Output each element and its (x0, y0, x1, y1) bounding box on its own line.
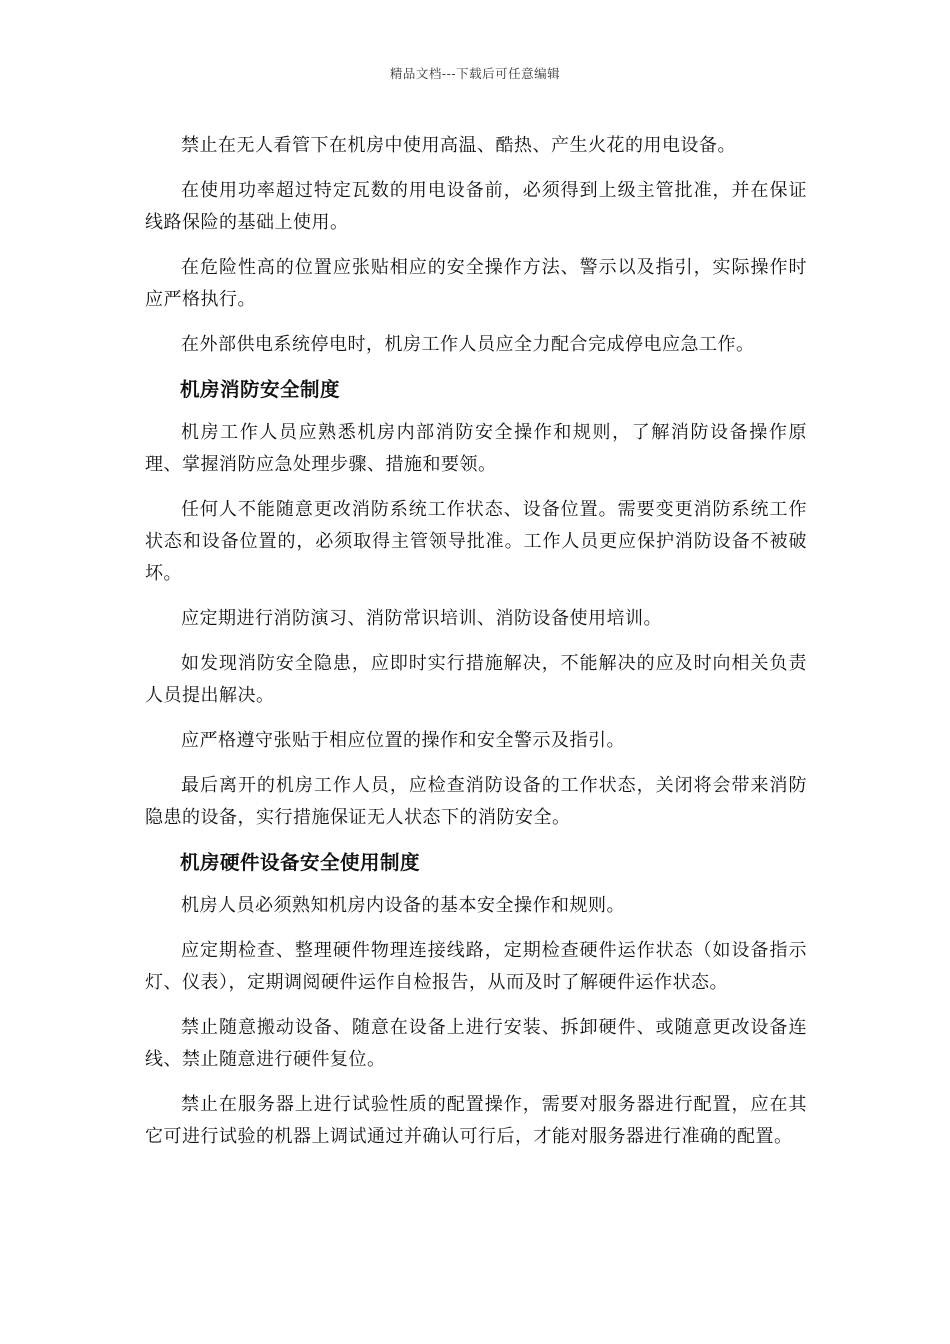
paragraph: 应严格遵守张贴于相应位置的操作和安全警示及指引。 (181, 730, 625, 751)
paragraph: 应定期进行消防演习、消防常识培训、消防设备使用培训。 (181, 608, 662, 629)
paragraph: 禁止在无人看管下在机房中使用高温、酷热、产生火花的用电设备。 (181, 135, 736, 156)
section-heading: 机房硬件设备安全使用制度 (180, 851, 421, 874)
page-header: 精品文档---下载后可任意编辑 (389, 66, 561, 81)
paragraph: 如发现消防安全隐患，应即时实行措施解决，不能解决的应及时向相关负责人员提出解决。 (145, 653, 807, 706)
paragraph: 任何人不能随意更改消防系统工作状态、设备位置。需要变更消防系统工作状态和设备位置的，必须取得主管领导批准。工作人员更应保护消防设备不被破坏。 (145, 499, 807, 584)
paragraph: 在危险性高的位置应张贴相应的安全操作方法、警示以及指引，实际操作时应严格执行。 (145, 257, 807, 310)
paragraph: 在使用功率超过特定瓦数的用电设备前，必须得到上级主管批准，并在保证线路保险的基础上使用。 (145, 180, 807, 233)
paragraph: 机房工作人员应熟悉机房内部消防安全操作和规则，了解消防设备操作原理、掌握消防应急处理步骤、措施和要领。 (145, 422, 807, 475)
paragraph: 在外部供电系统停电时，机房工作人员应全力配合完成停电应急工作。 (181, 334, 755, 355)
paragraph: 禁止随意搬动设备、随意在设备上进行安装、拆卸硬件、或随意更改设备连线、禁止随意进行硬件复位。 (145, 1017, 807, 1070)
document-body (145, 130, 807, 1166)
section-heading: 机房消防安全制度 (180, 378, 341, 401)
paragraph: 禁止在服务器上进行试验性质的配置操作，需要对服务器进行配置，应在其它可进行试验的机器上调试通过并确认可行后，才能对服务器进行准确的配置。 (145, 1094, 807, 1147)
paragraph: 应定期检查、整理硬件物理连接线路，定期检查硬件运作状态（如设备指示灯、仪表），定期调阅硬件运作自检报告，从而及时了解硬件运作状态。 (145, 940, 807, 993)
paragraph: 机房人员必须熟知机房内设备的基本安全操作和规则。 (181, 895, 625, 916)
paragraph: 最后离开的机房工作人员，应检查消防设备的工作状态，关闭将会带来消防隐患的设备，实行措施保证无人状态下的消防安全。 (145, 775, 807, 828)
